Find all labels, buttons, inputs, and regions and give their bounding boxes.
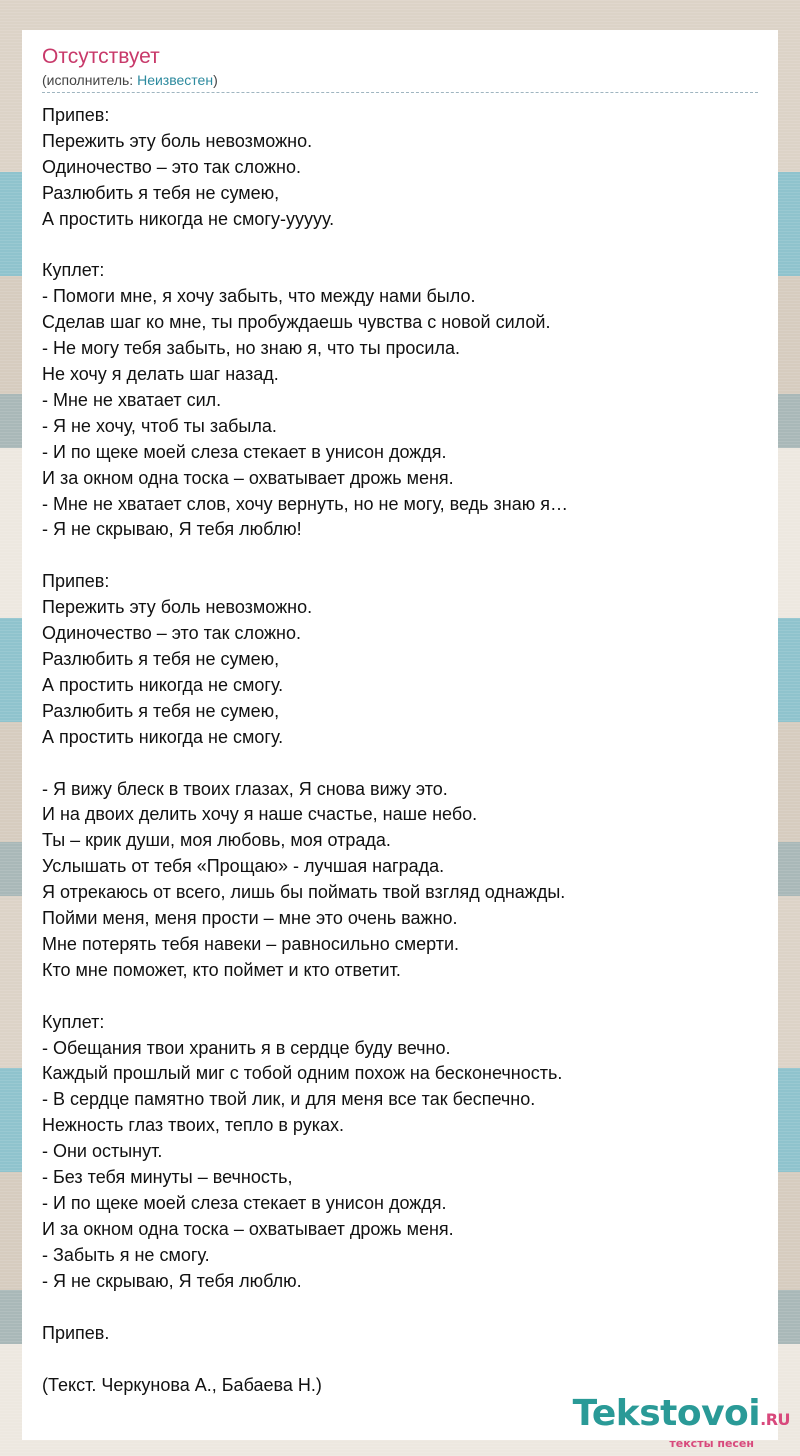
lyrics-line: - И по щеке моей слеза стекает в унисон дождя. <box>42 1193 447 1213</box>
lyrics-line: - Не могу тебя забыть, но знаю я, что ты просила. <box>42 338 460 359</box>
lyrics-line: Мне потерять тебя навеки – равносильно смерти. <box>42 933 460 954</box>
lyrics-line: Припев. <box>42 1322 110 1343</box>
logo-main-text: Tekstovoi <box>572 1393 761 1434</box>
lyrics-line: Одиночество – это так сложно. <box>42 156 302 177</box>
artist-prefix: (исполнитель: <box>42 72 138 88</box>
lyrics-line: - В сердце памятно твой лик, и для меня все так беспечно. <box>42 1089 536 1110</box>
lyrics-line: - Я вижу блеск в твоих глазах, Я снова вижу это. <box>42 778 448 799</box>
lyrics-line: Ты – крик души, моя любовь, моя отрада. <box>42 830 391 851</box>
lyrics-line: Кто мне поможет, кто поймет и кто ответит. <box>42 959 401 980</box>
lyrics-body <box>42 103 758 1346</box>
lyrics-line: - Обещания твои хранить я в сердце буду вечно. <box>42 1037 451 1058</box>
lyrics-line: - Я не скрываю, Я тебя люблю! <box>42 519 302 540</box>
lyrics-card <box>22 30 778 1440</box>
lyrics-line: - И по щеке моей слеза стекает в унисон дождя. <box>42 441 447 462</box>
lyrics-line: Нежность глаз твоих, тепло в руках. <box>42 1115 345 1136</box>
lyrics-line: И за окном одна тоска – охватывает дрожь меня. <box>42 1218 454 1239</box>
lyrics-line: Каждый прошлый миг с тобой одним похож на бесконечность. <box>42 1063 563 1084</box>
lyrics-line: Припев: <box>42 571 110 592</box>
lyrics-line: - Помоги мне, я хочу забыть, что между нами было. <box>42 286 476 307</box>
song-title: Отсутствует <box>42 45 160 68</box>
lyrics-line: А простить никогда не смогу. <box>42 726 284 747</box>
lyrics-line: Пойми меня, меня прости – мне это очень важно. <box>42 908 458 929</box>
artist-line <box>42 70 758 93</box>
lyrics-stanza <box>42 1010 758 1295</box>
lyrics-line: А простить никогда не смогу. <box>42 674 284 695</box>
lyrics-line: Одиночество – это так сложно. <box>42 623 302 644</box>
logo-tld: .RU <box>760 1410 790 1429</box>
lyrics-line: - Мне не хватает слов, хочу вернуть, но не могу, ведь знаю я… <box>42 493 568 514</box>
lyrics-line: Пережить эту боль невозможно. <box>42 130 313 151</box>
lyrics-line: - Забыть я не смогу. <box>42 1244 210 1265</box>
lyrics-line: - Я не хочу, чтоб ты забыла. <box>42 415 277 436</box>
logo-wordmark <box>572 1393 790 1438</box>
logo-subtitle: тексты песен <box>669 1437 754 1450</box>
lyrics-line: И за окном одна тоска – охватывает дрожь меня. <box>42 467 454 488</box>
lyrics-stanza <box>42 569 758 750</box>
lyrics-line: Сделав шаг ко мне, ты пробуждаешь чувства с новой силой. <box>42 312 551 333</box>
lyrics-stanza <box>42 103 758 233</box>
lyrics-line: - Без тебя минуты – вечность, <box>42 1167 293 1188</box>
lyrics-line: И на двоих делить хочу я наше счастье, наше небо. <box>42 804 478 825</box>
lyrics-line: - Я не скрываю, Я тебя люблю. <box>42 1270 302 1291</box>
lyrics-line: Куплет: <box>42 260 105 281</box>
lyrics-line: Разлюбить я тебя не сумею, <box>42 649 280 669</box>
artist-suffix: ) <box>213 72 218 88</box>
lyrics-stanza <box>42 777 758 984</box>
lyrics-line: - Они остынут. <box>42 1141 163 1162</box>
lyrics-line: Не хочу я делать шаг назад. <box>42 364 279 385</box>
lyrics-line: Припев: <box>42 105 110 125</box>
lyrics-line: - Мне не хватает сил. <box>42 389 222 410</box>
lyrics-line: Разлюбить я тебя не сумею, <box>42 182 280 203</box>
artist-link[interactable]: Неизвестен <box>137 72 214 88</box>
lyrics-line: А простить никогда не смогу-ууууу. <box>42 208 335 229</box>
lyrics-line: Куплет: <box>42 1011 105 1032</box>
lyrics-line: Услышать от тебя «Прощаю» - лучшая награда. <box>42 856 445 877</box>
lyrics-line: Я отрекаюсь от всего, лишь бы поймать твой взгляд однажды. <box>42 882 566 903</box>
lyrics-line: Разлюбить я тебя не сумею, <box>42 700 280 721</box>
site-logo[interactable] <box>572 1393 790 1450</box>
lyrics-line: Пережить эту боль невозможно. <box>42 597 313 618</box>
lyrics-stanza <box>42 1321 758 1347</box>
lyrics-stanza <box>42 258 758 543</box>
lyrics-credit: (Текст. Черкунова А., Бабаева Н.) <box>42 1375 322 1396</box>
